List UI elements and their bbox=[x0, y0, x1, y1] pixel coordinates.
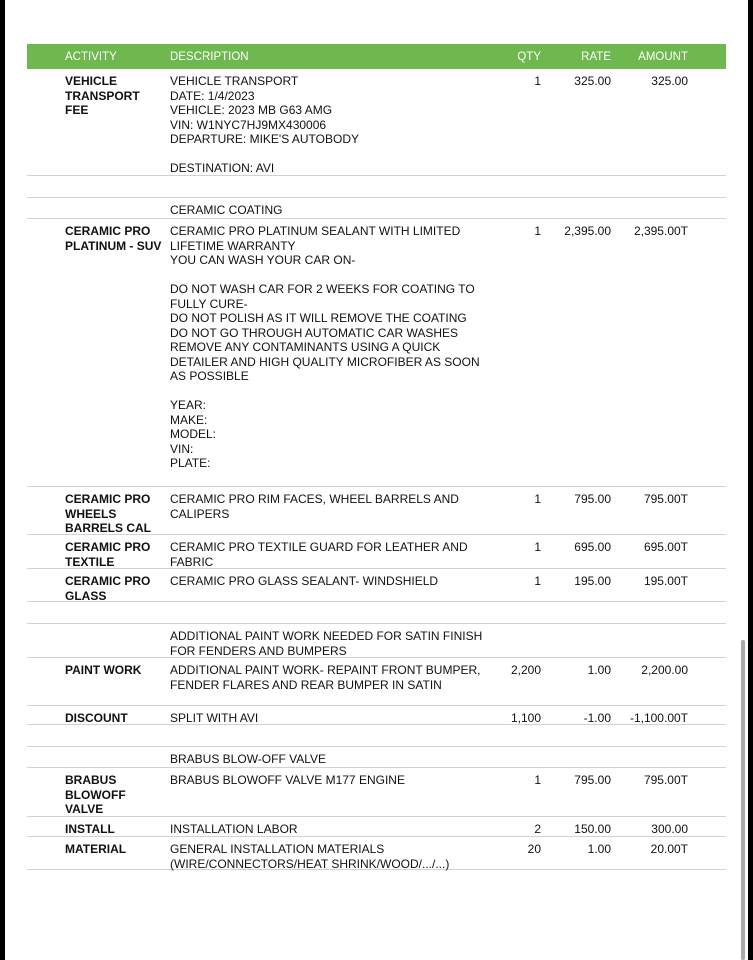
row-amount: 2,395.00T bbox=[633, 224, 688, 238]
row-qty: 1 bbox=[534, 492, 541, 506]
table-row bbox=[27, 706, 726, 725]
row-rate: 795.00 bbox=[574, 492, 611, 506]
header-description: DESCRIPTION bbox=[170, 51, 249, 63]
row-amount: 695.00T bbox=[643, 540, 688, 554]
row-activity: INSTALL bbox=[65, 822, 115, 836]
row-activity: CERAMIC PRO PLATINUM - SUV bbox=[65, 224, 162, 253]
table-row bbox=[27, 487, 726, 535]
row-description: ADDITIONAL PAINT WORK- REPAINT FRONT BUMPER, FENDER FLARES AND REAR BUMPER IN SATIN bbox=[170, 663, 481, 692]
row-description: CERAMIC PRO PLATINUM SEALANT WITH LIMITED LIFETIME WARRANTY YOU CAN WASH YOUR CAR ON- DO NOT WASH CAR FOR 2 WEEKS FOR COATING TO FULLY CURE- DO NOT POLISH AS IT WILL REMOVE THE COATING DO NOT GO THROUGH AUTOMATIC CAR WASHES REMOVE ANY CONTAMINANTS USING A QUICK DETAILER AND HIGH QUALITY MICROFIBER AS SOON AS POSSIBLE YEAR: MAKE: MODEL: VIN: PLATE: bbox=[170, 224, 480, 470]
table-row bbox=[27, 817, 726, 837]
row-description: CERAMIC PRO TEXTILE GUARD FOR LEATHER AND FABRIC bbox=[170, 540, 468, 569]
row-amount: 795.00T bbox=[643, 492, 688, 506]
row-activity: VEHICLE TRANSPORT FEE bbox=[65, 74, 140, 117]
table-row bbox=[27, 176, 726, 198]
row-description: CERAMIC PRO RIM FACES, WHEEL BARRELS AND CALIPERS bbox=[170, 492, 459, 521]
header-activity: ACTIVITY bbox=[65, 51, 117, 63]
row-description: INSTALLATION LABOR bbox=[170, 822, 298, 836]
row-qty: 2,200 bbox=[510, 663, 541, 677]
row-rate: 2,395.00 bbox=[564, 224, 611, 238]
row-qty: 1 bbox=[534, 224, 541, 238]
row-rate: 325.00 bbox=[574, 74, 611, 88]
row-description: BRABUS BLOW-OFF VALVE bbox=[170, 752, 327, 766]
table-row bbox=[27, 725, 726, 747]
row-activity: BRABUS BLOWOFF VALVE bbox=[65, 773, 126, 816]
row-rate: 150.00 bbox=[574, 822, 611, 836]
table-row bbox=[27, 624, 726, 658]
table-row bbox=[27, 602, 726, 624]
row-qty: 1,100 bbox=[510, 711, 541, 725]
header-qty: QTY bbox=[517, 51, 541, 63]
table-row bbox=[27, 747, 726, 768]
row-activity: CERAMIC PRO TEXTILE bbox=[65, 540, 151, 569]
scrollbar-thumb[interactable] bbox=[741, 640, 745, 960]
invoice-line-items-table bbox=[27, 44, 726, 870]
row-qty: 20 bbox=[527, 842, 541, 856]
table-row bbox=[27, 658, 726, 706]
row-description: CERAMIC PRO GLASS SEALANT- WINDSHIELD bbox=[170, 574, 439, 588]
row-amount: 795.00T bbox=[643, 773, 688, 787]
row-rate: 1.00 bbox=[587, 842, 611, 856]
row-amount: 300.00 bbox=[651, 822, 688, 836]
row-rate: -1.00 bbox=[583, 711, 611, 725]
table-row bbox=[27, 69, 726, 176]
left-edge-bar bbox=[0, 0, 5, 960]
row-activity: CERAMIC PRO WHEELS BARRELS CAL bbox=[65, 492, 151, 535]
row-activity: MATERIAL bbox=[65, 842, 127, 856]
header-rate: RATE bbox=[581, 51, 611, 63]
row-qty: 1 bbox=[534, 540, 541, 554]
row-rate: 1.00 bbox=[587, 663, 611, 677]
table-row bbox=[27, 837, 726, 870]
row-qty: 1 bbox=[534, 773, 541, 787]
row-amount: 325.00 bbox=[651, 74, 688, 88]
row-qty: 1 bbox=[534, 74, 541, 88]
table-row bbox=[27, 768, 726, 817]
row-amount: 195.00T bbox=[643, 574, 688, 588]
row-activity: CERAMIC PRO GLASS bbox=[65, 574, 151, 603]
header-amount: AMOUNT bbox=[638, 51, 688, 63]
table-row bbox=[27, 198, 726, 219]
row-amount: 2,200.00 bbox=[641, 663, 688, 677]
row-amount: 20.00T bbox=[650, 842, 688, 856]
row-description: SPLIT WITH AVI bbox=[170, 711, 259, 725]
row-description: ADDITIONAL PAINT WORK NEEDED FOR SATIN FINISH FOR FENDERS AND BUMPERS bbox=[170, 629, 483, 658]
table-row bbox=[27, 535, 726, 569]
row-rate: 795.00 bbox=[574, 773, 611, 787]
row-qty: 1 bbox=[534, 574, 541, 588]
row-description: CERAMIC COATING bbox=[170, 203, 283, 217]
right-edge-bar bbox=[748, 0, 753, 960]
row-amount: -1,100.00T bbox=[629, 711, 688, 725]
table-row bbox=[27, 569, 726, 602]
table-row bbox=[27, 219, 726, 487]
row-description: VEHICLE TRANSPORT DATE: 1/4/2023 VEHICLE: 2023 MB G63 AMG VIN: W1NYC7HJ9MX430006 DEPARTURE: MIKE'S AUTOBODY DESTINATION: AVI bbox=[170, 74, 359, 175]
row-activity: DISCOUNT bbox=[65, 711, 128, 725]
row-description: BRABUS BLOWOFF VALVE M177 ENGINE bbox=[170, 773, 405, 787]
table-header bbox=[27, 44, 726, 69]
row-rate: 195.00 bbox=[574, 574, 611, 588]
row-description: GENERAL INSTALLATION MATERIALS (WIRE/CONNECTORS/HEAT SHRINK/WOOD/.../...) bbox=[170, 842, 450, 871]
row-rate: 695.00 bbox=[574, 540, 611, 554]
row-activity: PAINT WORK bbox=[65, 663, 142, 677]
row-qty: 2 bbox=[534, 822, 541, 836]
table-body bbox=[27, 69, 726, 870]
